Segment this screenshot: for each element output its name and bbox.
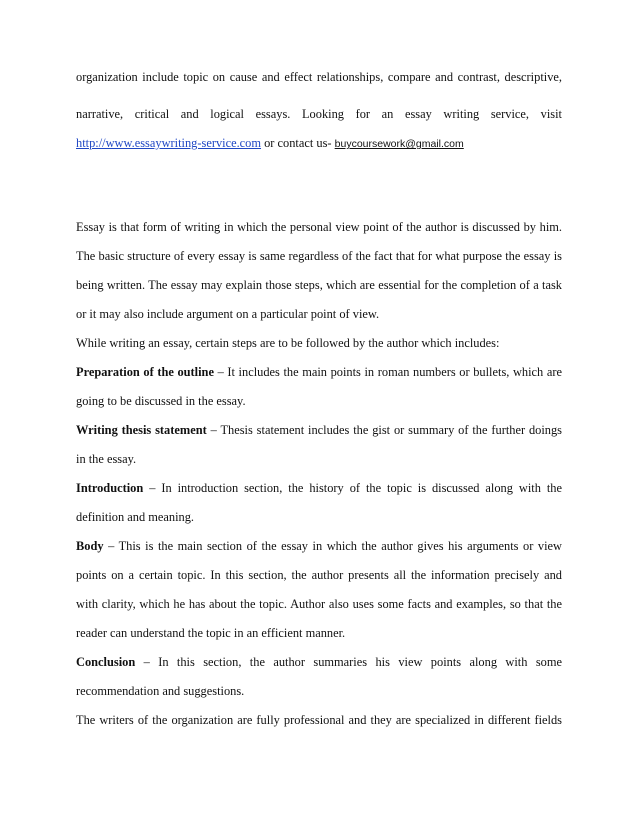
step-term: Body bbox=[76, 539, 104, 553]
text-line: being written. The essay may explain those steps, which are essential for the completion of a task bbox=[76, 278, 562, 292]
text-line: recommendation and suggestions. bbox=[76, 684, 245, 698]
text-line: The writers of the organization are fully professional and they are specialized in different fields bbox=[76, 713, 562, 727]
step-term: Conclusion bbox=[76, 655, 136, 669]
text-line: or it may also include argument on a particular point of view. bbox=[76, 307, 380, 321]
body-step bbox=[76, 538, 562, 554]
step-text: – In this section, the author summaries his view points along with some bbox=[135, 655, 562, 669]
contact-line bbox=[76, 135, 562, 152]
step-text: – This is the main section of the essay in which the author gives his arguments or view bbox=[103, 539, 562, 553]
text-line: with clarity, which he has about the topic. Author also uses some facts and examples, so that the bbox=[76, 597, 562, 611]
step-text: – It includes the main points in roman numbers or bullets, which are bbox=[213, 365, 562, 379]
step-term: Writing thesis statement bbox=[76, 423, 207, 437]
text-line: definition and meaning. bbox=[76, 510, 195, 524]
text-line: points on a certain topic. In this section, the author presents all the information precisely and bbox=[76, 568, 562, 582]
email-link[interactable]: buycoursework@gmail.com bbox=[334, 138, 464, 150]
text-line: Essay is that form of writing in which the personal view point of the author is discussed by him. bbox=[76, 220, 562, 234]
text-line: organization include topic on cause and effect relationships, compare and contrast, descriptive, bbox=[76, 70, 562, 84]
text-line: going to be discussed in the essay. bbox=[76, 394, 246, 408]
text-line: reader can understand the topic in an efficient manner. bbox=[76, 626, 346, 640]
contact-text: or contact us- bbox=[261, 136, 335, 150]
step-term: Preparation of the outline bbox=[76, 365, 214, 379]
step-text: – In introduction section, the history of the topic is discussed along with the bbox=[143, 481, 562, 495]
text-line: While writing an essay, certain steps are to be followed by the author which includes: bbox=[76, 336, 500, 350]
conclusion-step bbox=[76, 654, 562, 670]
thesis-step bbox=[76, 422, 562, 438]
text-line: The basic structure of every essay is same regardless of the fact that for what purpose the essay is bbox=[76, 249, 562, 263]
text-line: in the essay. bbox=[76, 452, 137, 466]
introduction-step bbox=[76, 480, 562, 496]
outline-step bbox=[76, 364, 562, 380]
website-link[interactable]: http://www.essaywriting-service.com bbox=[76, 136, 262, 150]
text-line: narrative, critical and logical essays. Looking for an essay writing service, visit bbox=[76, 107, 562, 121]
step-term: Introduction bbox=[76, 481, 144, 495]
step-text: – Thesis statement includes the gist or summary of the further doings bbox=[206, 423, 562, 437]
